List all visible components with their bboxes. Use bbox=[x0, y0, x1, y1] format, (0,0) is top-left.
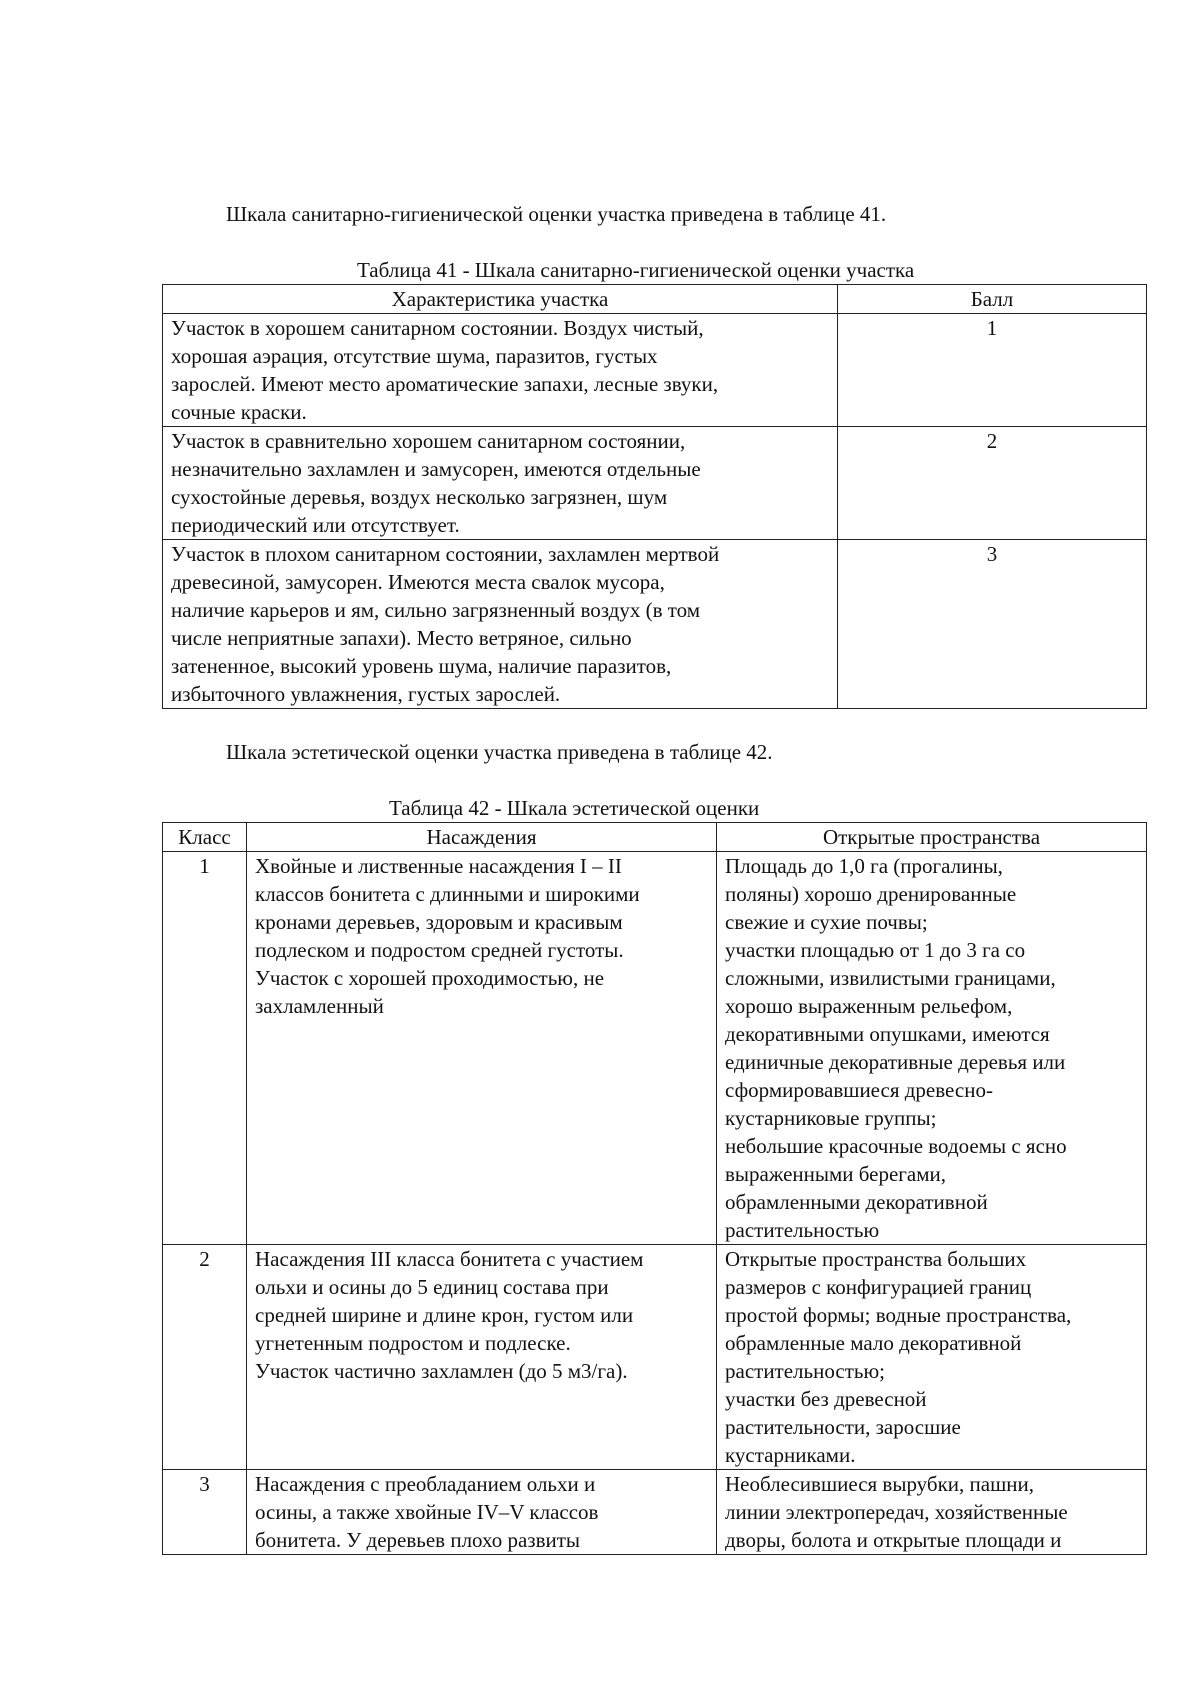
table-row bbox=[163, 1470, 1147, 1555]
table-42-open-cell: Открытые пространства больших размеров с конфигурацией границ простой формы; водные пространства, обрамленные мало декоративной растительностью; участки без древесной растительности, заросшие кустарниками. bbox=[717, 1245, 1147, 1470]
table-row bbox=[163, 1245, 1147, 1470]
table-row bbox=[163, 540, 1147, 709]
table-42-caption: Таблица 42 - Шкала эстетической оценки bbox=[389, 796, 760, 820]
table-41-score-cell: 3 bbox=[838, 540, 1147, 709]
table-42-header-stands: Насаждения bbox=[247, 823, 717, 852]
table-42-header-row bbox=[163, 823, 1147, 852]
table-41-caption: Таблица 41 - Шкала санитарно-гигиенической оценки участка bbox=[357, 258, 915, 282]
table-42-header-open-spaces: Открытые пространства bbox=[717, 823, 1147, 852]
table-row bbox=[163, 852, 1147, 1245]
table-row bbox=[163, 427, 1147, 540]
table-42-stands-cell: Насаждения с преобладанием ольхи и осины, а также хвойные IV–V классов бонитета. У деревьев плохо развиты bbox=[247, 1470, 717, 1555]
table-row bbox=[163, 314, 1147, 427]
table-41-characteristic-cell: Участок в сравнительно хорошем санитарном состоянии, незначительно захламлен и замусорен, имеются отдельные сухостойные деревья, воздух несколько загрязнен, шум периодический или отсутствует. bbox=[163, 427, 838, 540]
table-42-open-cell: Площадь до 1,0 га (прогалины, поляны) хорошо дренированные свежие и сухие почвы; участки площадью от 1 до 3 га со сложными, извилистыми границами, хорошо выраженным рельефом, декоративными опушками, имеются единичные декоративные деревья или сформировавшиеся древесно- кустарниковые группы; небольшие красочные водоемы с ясно выраженными берегами, обрамленными декоративной растительностью bbox=[717, 852, 1147, 1245]
table-41-characteristic-cell: Участок в хорошем санитарном состоянии. Воздух чистый, хорошая аэрация, отсутствие шума, паразитов, густых зарослей. Имеют место ароматические запахи, лесные звуки, сочные краски. bbox=[163, 314, 838, 427]
table-41 bbox=[162, 284, 1147, 709]
table-42-header-class: Класс bbox=[163, 823, 247, 852]
table-41-characteristic-cell: Участок в плохом санитарном состоянии, захламлен мертвой древесиной, замусорен. Имеются места свалок мусора, наличие карьеров и ям, сильно загрязненный воздух (в том числе неприятные запахи). Место ветряное, сильно затененное, высокий уровень шума, наличие паразитов, избыточного увлажнения, густых зарослей. bbox=[163, 540, 838, 709]
table-41-header-characteristic: Характеристика участка bbox=[163, 285, 838, 314]
table-41-header-row bbox=[163, 285, 1147, 314]
intro-text-41: Шкала санитарно-гигиенической оценки участка приведена в таблице 41. bbox=[226, 202, 887, 226]
table-42-class-cell: 2 bbox=[163, 1245, 247, 1470]
intro-text-42: Шкала эстетической оценки участка приведена в таблице 42. bbox=[226, 740, 773, 764]
table-41-header-score: Балл bbox=[838, 285, 1147, 314]
table-42-open-cell: Необлесившиеся вырубки, пашни, линии электропередач, хозяйственные дворы, болота и открытые площади и bbox=[717, 1470, 1147, 1555]
table-42 bbox=[162, 822, 1147, 1555]
table-42-class-cell: 3 bbox=[163, 1470, 247, 1555]
table-42-stands-cell: Хвойные и лиственные насаждения I – II классов бонитета с длинными и широкими кронами деревьев, здоровым и красивым подлеском и подростом средней густоты. Участок с хорошей проходимостью, не захламленный bbox=[247, 852, 717, 1245]
table-42-class-cell: 1 bbox=[163, 852, 247, 1245]
table-41-score-cell: 2 bbox=[838, 427, 1147, 540]
table-41-score-cell: 1 bbox=[838, 314, 1147, 427]
table-42-stands-cell: Насаждения III класса бонитета с участием ольхи и осины до 5 единиц состава при средней ширине и длине крон, густом или угнетенным подростом и подлеске. Участок частично захламлен (до 5 м3/га). bbox=[247, 1245, 717, 1470]
